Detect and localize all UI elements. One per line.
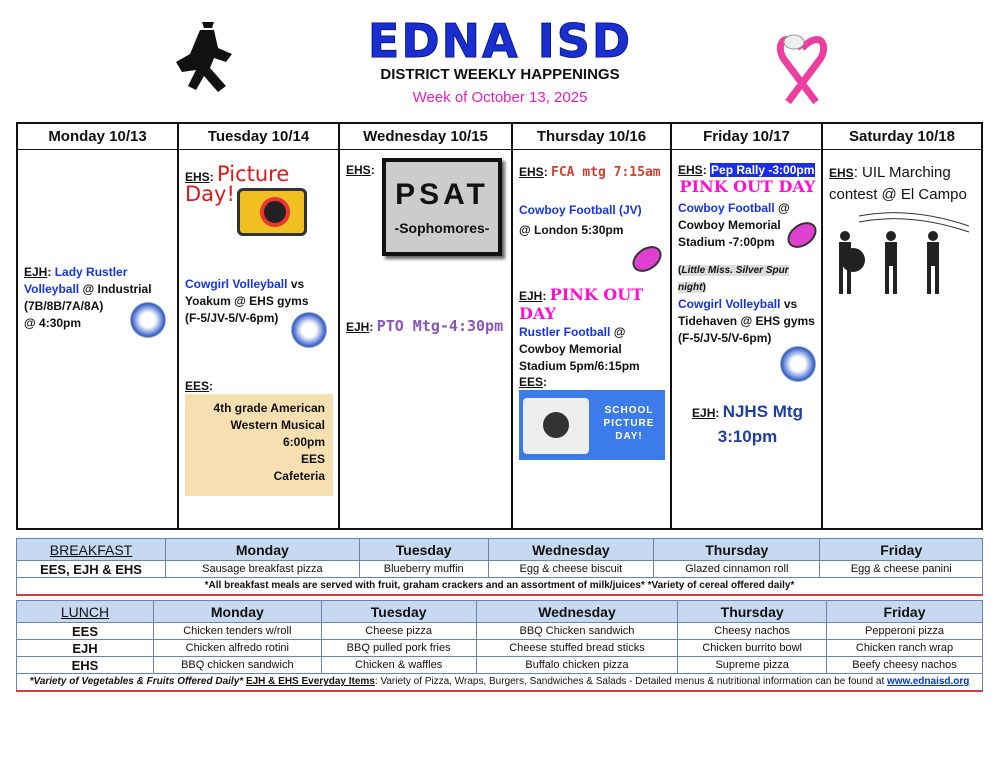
flyer-line: EES: [300, 452, 325, 466]
menu-item: Chicken tenders w/roll: [154, 623, 322, 640]
event-detail: vs Tidehaven @ EHS gyms: [678, 297, 815, 328]
menu-item: Egg & cheese panini: [820, 561, 983, 578]
subtitle: DISTRICT WEEKLY HAPPENINGS: [380, 66, 620, 83]
school-picture-label: SCHOOL PICTURE DAY!: [603, 405, 655, 442]
menu-row: [17, 561, 983, 578]
menu-item: Blueberry muffin: [359, 561, 488, 578]
day-header: Tuesday 10/14: [179, 124, 338, 150]
menu-item: Chicken alfredo rotini: [154, 640, 322, 657]
event-detail: @ London 5:30pm: [519, 223, 624, 237]
pto-meeting: PTO Mtg-4:30pm: [376, 317, 504, 335]
menu-item: Chicken & waffles: [321, 657, 476, 674]
menu-item: Sausage breakfast pizza: [166, 561, 360, 578]
flyer-line: Western Musical: [230, 418, 325, 432]
event-title: Cowgirl Volleyball: [185, 277, 288, 291]
event-detail: @ Industrial: [82, 282, 152, 296]
day-thursday: Thursday 10/16 EHS: FCA mtg 7:15am Cowboy Football (JV) @ London 5:30pm EJH: PINK OUT DAY Rustler Football @ Cowboy Memorial Stadium 5pm/6:15pm EES: SCHOOL PICTURE DAY!: [513, 124, 672, 528]
volleyball-icon: [291, 312, 327, 348]
menu-item: BBQ Chicken sandwich: [476, 623, 678, 640]
menu-item: Buffalo chicken pizza: [476, 657, 678, 674]
day-header: Monday: [166, 539, 360, 561]
school-tag: EHS: [678, 163, 703, 177]
event-detail: (F-5/JV-5/V-6pm): [678, 331, 772, 345]
football-icon: [628, 241, 667, 277]
row-label: EHS: [17, 657, 154, 674]
day-saturday: Saturday 10/18 EHS: UIL Marching contest @ El Campo: [823, 124, 981, 528]
event-title: Lady Rustler Volleyball: [24, 265, 128, 296]
day-header: Tuesday: [321, 601, 476, 623]
day-header: Friday: [826, 601, 982, 623]
event-title: Cowboy Football: [678, 201, 775, 215]
menu-item: Cheesy nachos: [678, 623, 827, 640]
flyer-line: 4th grade American: [213, 401, 325, 415]
lunch-menu: [16, 600, 983, 692]
day-header: Monday 10/13: [18, 124, 177, 150]
volleyball-icon: [780, 346, 816, 382]
event-note: Little Miss. Silver Spur night: [678, 265, 789, 293]
menu-item: Cheese pizza: [321, 623, 476, 640]
school-tag: EJH: [346, 320, 370, 334]
school-tag: EJH: [692, 406, 716, 420]
menu-item: Cheese stuffed bread sticks: [476, 640, 678, 657]
day-header: Monday: [154, 601, 322, 623]
menu-item: BBQ chicken sandwich: [154, 657, 322, 674]
menu-item: Pepperoni pizza: [826, 623, 982, 640]
day-header: Friday: [820, 539, 983, 561]
day-header: Wednesday: [476, 601, 678, 623]
event-detail: vs Yoakum @ EHS gyms: [185, 277, 309, 308]
day-friday: Friday 10/17 EHS: Pep Rally -3:00pm PINK OUT DAY Cowboy Football @ Cowboy Memorial Stadium -7:00pm (Little Miss. Silver Spur night) Cowgirl Volleyball vs Tidehaven @ EHS gyms (F-5/JV-5/V-6pm) EJH: NJHS Mtg 3:10pm: [672, 124, 823, 528]
note-italic: *Variety of Vegetables & Fruits Offered Daily*: [29, 676, 244, 688]
event-detail: Stadium -7:00pm: [678, 235, 775, 249]
row-label: EES, EJH & EHS: [17, 561, 166, 578]
school-tag: EHS: [829, 166, 854, 180]
menu-item: BBQ pulled pork fries: [321, 640, 476, 657]
event-detail: (7B/8B/7A/8A): [24, 299, 104, 313]
western-musical-flyer: [185, 394, 333, 496]
breakfast-heading: BREAKFAST: [17, 539, 166, 561]
day-header: Thursday 10/16: [513, 124, 670, 150]
school-tag: EJH: [519, 289, 543, 303]
event-title: Cowboy Football (JV): [519, 203, 642, 217]
menu-row: [17, 640, 983, 657]
menu-item: Egg & cheese biscuit: [488, 561, 653, 578]
pink-out-day: PINK OUT DAY: [679, 177, 816, 196]
picture-day-title: Picture Day!: [185, 162, 290, 206]
note-text: : Variety of Pizza, Wraps, Burgers, Sandwiches & Salads - Detailed menus & nutritional information can be found at: [374, 676, 887, 688]
njhs-time: 3:10pm: [717, 427, 778, 446]
school-tag: EJH: [24, 265, 48, 279]
pink-out-day: PINK OUT DAY: [519, 285, 644, 323]
row-label: EJH: [17, 640, 154, 657]
day-tuesday: Tuesday 10/14 EHS: Picture Day! Cowgirl Volleyball vs Yoakum @ EHS gyms (F-5/JV-5/V-6pm) EES: 4th grade American Western Musical 6:00pm EES Cafeteria: [179, 124, 340, 528]
weekly-calendar: [16, 122, 983, 530]
school-tag: EHS: [346, 163, 371, 177]
school-tag: EHS: [519, 165, 544, 179]
breakfast-menu: [16, 538, 983, 596]
day-header: Wednesday 10/15: [340, 124, 511, 150]
lunch-heading: LUNCH: [17, 601, 154, 623]
school-tag: EHS: [185, 170, 210, 184]
event-title: Cowgirl Volleyball: [678, 297, 781, 311]
school-picture-day-image: [519, 390, 665, 460]
day-header: Wednesday: [488, 539, 653, 561]
district-title: EDNA ISD: [367, 14, 633, 68]
menu-item: Supreme pizza: [678, 657, 827, 674]
psat-label: PSAT: [395, 178, 489, 211]
day-header: Thursday: [678, 601, 827, 623]
day-monday: [18, 124, 179, 528]
week-label: Week of October 13, 2025: [412, 89, 588, 106]
website-link[interactable]: www.ednaisd.org: [887, 676, 970, 688]
marching-band-icon: [829, 206, 974, 301]
day-header: Saturday 10/18: [823, 124, 981, 150]
event-detail: Stadium 5pm/6:15pm: [519, 359, 640, 373]
psat-sophomores-image: [382, 158, 502, 256]
row-label: EES: [17, 623, 154, 640]
menu-item: Chicken burrito bowl: [678, 640, 827, 657]
pep-rally: Pep Rally -3:00pm: [711, 163, 815, 177]
event-detail: @ Cowboy Memorial: [519, 325, 626, 356]
event-detail: (F-5/JV-5/V-6pm): [185, 311, 279, 325]
day-header: Friday 10/17: [672, 124, 821, 150]
school-tag: EES: [519, 375, 544, 389]
school-tag: EES: [185, 379, 210, 393]
event-title: UIL Marching contest @ El Campo: [829, 164, 967, 203]
event-lady-rustler-volleyball: EJH: Lady Rustler Volleyball @ Industrial (7B/8B/7A/8A) @ 4:30pm: [24, 265, 152, 330]
event-detail: @ Cowboy Memorial: [678, 201, 790, 232]
njhs-meeting: NJHS Mtg: [722, 402, 803, 421]
lunch-note: [17, 674, 983, 691]
flyer-line: Cafeteria: [273, 469, 325, 483]
day-wednesday: Wednesday 10/15 EHS: PSAT -Sophomores- EJH: PTO Mtg-4:30pm: [340, 124, 513, 528]
breakfast-note: *All breakfast meals are served with fruit, graham crackers and an assortment of milk/juices* *Variety of cereal offered daily*: [17, 578, 983, 595]
menu-row: [17, 623, 983, 640]
volleyball-icon: [130, 302, 166, 338]
day-header: Tuesday: [359, 539, 488, 561]
event-title: Rustler Football: [519, 325, 611, 339]
camera-icon: [237, 188, 307, 236]
day-header: Thursday: [654, 539, 820, 561]
menu-item: Chicken ranch wrap: [826, 640, 982, 657]
fca-meeting: FCA mtg 7:15am: [551, 165, 661, 180]
menu-item: Beefy cheesy nachos: [826, 657, 982, 674]
note-label: EJH & EHS Everyday Items: [245, 676, 375, 688]
menu-row: [17, 657, 983, 674]
event-time: @ 4:30pm: [24, 316, 82, 330]
psat-sub: -Sophomores-: [394, 220, 490, 236]
flyer-line: 6:00pm: [282, 435, 325, 449]
menu-item: Glazed cinnamon roll: [654, 561, 820, 578]
